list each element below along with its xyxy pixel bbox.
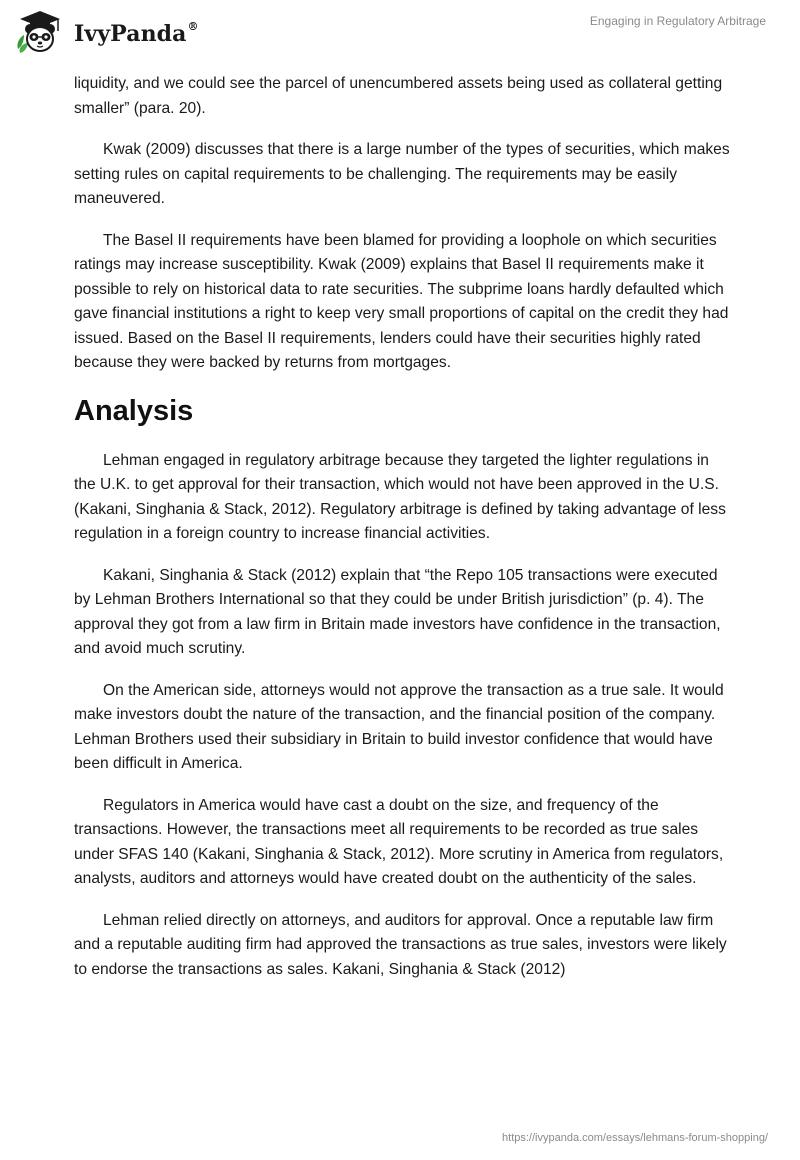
paragraph: Kakani, Singhania & Stack (2012) explain that “the Repo 105 transactions were executed by Lehman Brothers International so that they could be under British jurisdiction” (p. 4). The approval they got from a law firm in Britain made investors have confidence in the transaction, and avoid much scrutiny. [74,566,721,657]
paragraph: The Basel II requirements have been blamed for providing a loophole on which securities ratings may increase susceptibility. Kwak (2009) explains that Basel II requirements make it possible to rely on historical data to rate securities. The subprime loans hardly defaulted which gave financial institutions a right to keep very small proportions of capital on the credit they had issued. Based on the Basel II requirements, lenders could have their securities highly rated because they were backed by returns from mortgages. [74,231,729,371]
ivypanda-logo[interactable] [14,8,199,58]
source-url[interactable]: https://ivypanda.com/essays/lehmans-forum-shopping/ [502,1132,768,1144]
paragraph: Regulators in America would have cast a doubt on the size, and frequency of the transactions. However, the transactions meet all requirements to be recorded as true sales under SFAS 140 (Kakani, Singhania & Stack, 2012). More scrutiny in America from regulators, analysts, auditors and attorneys would have created doubt on the authenticity of the sales. [74,796,724,887]
logo-wordmark: IvyPanda® [74,19,199,47]
paragraph: Kwak (2009) discusses that there is a large number of the types of securities, which makes setting rules on capital requirements to be challenging. The requirements may be easily maneuvered. [74,141,730,207]
section-heading-analysis: Analysis [74,394,194,427]
registered-mark: ® [187,19,199,33]
essay-content [74,72,734,999]
paragraph: Lehman relied directly on attorneys, and auditors for approval. Once a reputable law firm and a reputable auditing firm had approved the transactions as true sales, investors were likely to endorse the transactions as sales. Kakani, Singhania & Stack (2012) [74,911,727,978]
paragraph: Lehman engaged in regulatory arbitrage because they targeted the lighter regulations in the U.K. to get approval for their transaction, which would not have been approved in the U.S. (Kakani, Singhania & Stack, 2012). Regulatory arbitrage is defined by taking advantage of less regulation in a foreign country to increase financial activities. [74,451,726,542]
panda-graduate-icon [14,9,66,57]
page-title: Engaging in Regulatory Arbitrage [589,14,766,28]
page-header [0,0,800,70]
paragraph: On the American side, attorneys would not approve the transaction as a true sale. It would make investors doubt the nature of the transaction, and the financial position of the company. Lehman Brothers used their subsidiary in Britain to build investor confidence that would have been difficult in America. [74,681,724,772]
paragraph-continued: liquidity, and we could see the parcel of unencumbered assets being used as collateral getting smaller” (para. 20). [74,75,723,117]
